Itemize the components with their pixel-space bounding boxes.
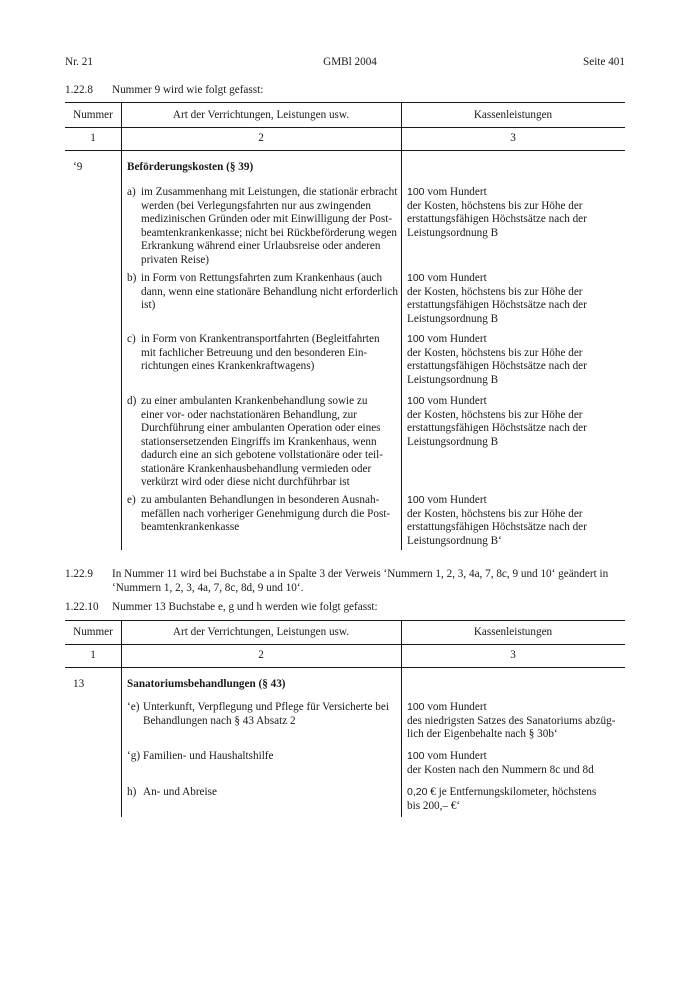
item-label: e)	[127, 494, 136, 506]
benefit-cell	[407, 494, 622, 548]
column-index-1: 1	[90, 649, 96, 661]
item-line: beamtenkrankenkasse	[141, 521, 240, 533]
item-line: verkürzt wird oder diese nicht durchführbar ist	[141, 476, 350, 488]
column-header-number: Nummer	[73, 626, 113, 638]
list-item	[127, 750, 399, 764]
benefit-line: erstattungsfähigen Höchstsätze nach der	[407, 422, 587, 434]
header-journal: GMBl 2004	[323, 56, 377, 68]
benefit-value: 0,20	[407, 786, 428, 798]
section-number: 1.22.10	[65, 601, 99, 613]
item-label: b)	[127, 272, 137, 284]
benefit-line: erstattungsfähigen Höchstsätze nach der	[407, 299, 587, 311]
benefit-cell	[407, 701, 622, 742]
benefit-value: 100	[407, 186, 425, 198]
benefit-value: 100	[407, 750, 425, 762]
benefit-line: der Kosten, höchstens bis zur Höhe der	[407, 507, 583, 520]
item-line: stationsersetzenden Eingriffs im Krankenhaus, wenn	[141, 435, 377, 448]
benefit-line: bis 200,– €‘	[407, 799, 461, 812]
benefit-cell	[407, 750, 622, 777]
benefit-unit: vom Hundert	[424, 750, 487, 762]
list-item	[127, 272, 399, 313]
item-label: h)	[127, 786, 137, 798]
item-line: privaten Reise)	[141, 253, 210, 266]
item-line: richtungen eines Krankenkraftwagens)	[141, 360, 315, 372]
benefit-line: Leistungsordnung B	[407, 435, 499, 448]
benefit-line: der Kosten, höchstens bis zur Höhe der	[407, 408, 583, 421]
benefit-unit: vom Hundert	[424, 333, 487, 345]
column-index-3: 3	[510, 649, 516, 661]
item-label: ‘g)	[127, 750, 141, 762]
item-line: dann, wenn eine stationäre Behandlung nicht erforderlich	[141, 285, 398, 298]
benefit-line: erstattungsfähigen Höchstsätze nach der	[407, 360, 587, 372]
column-index-2: 2	[258, 132, 264, 144]
benefit-value: 100	[407, 333, 425, 345]
column-index-3: 3	[510, 132, 516, 144]
item-label: a)	[127, 186, 136, 198]
item-label: c)	[127, 333, 136, 345]
section-number: 1.22.8	[65, 84, 93, 96]
item-line: stationäre Krankenhausbehandlung vermieden oder	[141, 462, 372, 475]
column-header-benefits: Kassenleistungen	[473, 109, 553, 121]
list-item	[127, 395, 399, 490]
list-item	[127, 786, 399, 800]
list-item	[127, 186, 399, 267]
benefit-line: erstattungsfähigen Höchstsätze nach der	[407, 521, 587, 533]
list-item	[127, 494, 399, 535]
benefit-value: 100	[407, 395, 425, 407]
benefit-cell	[407, 395, 622, 449]
benefit-line: der Kosten, höchstens bis zur Höhe der	[407, 346, 583, 359]
benefit-line: der Kosten nach den Nummern 8c und 8d	[407, 763, 594, 776]
column-header-number: Nummer	[73, 109, 113, 121]
benefit-line: Leistungsordnung B	[407, 373, 499, 386]
item-line: mit fachlicher Betreuung und den besonderen Ein-	[141, 346, 368, 359]
item-line: Erkrankung während einer Urlaubsreise oder anderen	[141, 240, 381, 252]
column-header-type: Art der Verrichtungen, Leistungen usw.	[172, 109, 350, 121]
list-item	[127, 701, 399, 728]
benefit-line: Leistungsordnung B‘	[407, 534, 502, 547]
row-title: Sanatoriumsbehandlungen (§ 43)	[127, 678, 286, 690]
item-line: Unterkunft, Verpflegung und Pflege für Versicherte bei	[143, 701, 389, 713]
item-line: zu ambulanten Behandlungen in besonderen Ausnah-	[141, 494, 380, 506]
benefit-line: Leistungsordnung B	[407, 226, 499, 239]
benefit-cell	[407, 786, 622, 813]
item-line: Familien- und Haushaltshilfe	[143, 750, 274, 762]
section-text: Nummer 9 wird wie folgt gefasst:	[112, 84, 264, 96]
item-line: einer vor- oder nachstationären Behandlung, zur	[141, 408, 357, 421]
header-issue-number: Nr. 21	[65, 56, 93, 68]
benefit-unit: vom Hundert	[424, 395, 487, 407]
row-number: 13	[73, 678, 85, 690]
item-label: d)	[127, 395, 137, 407]
item-line: zu einer ambulanten Krankenbehandlung sowie zu	[141, 395, 368, 407]
list-item	[127, 333, 399, 374]
benefit-unit: vom Hundert	[424, 494, 487, 506]
benefit-cell	[407, 333, 622, 387]
benefit-value: 100	[407, 701, 425, 713]
benefit-line: der Kosten, höchstens bis zur Höhe der	[407, 199, 583, 212]
benefit-cell	[407, 272, 622, 326]
section-text-continued: ‘Nummern 1, 2, 3, 4a, 7, 8c, 8d, 9 und 10‘.	[112, 582, 304, 594]
item-label: ‘e)	[127, 701, 140, 713]
column-index-2: 2	[258, 649, 264, 661]
benefit-unit: vom Hundert	[424, 701, 487, 713]
item-line: in Form von Rettungsfahrten zum Krankenhaus (auch	[141, 272, 383, 284]
benefit-cell	[407, 186, 622, 240]
benefit-line: erstattungsfähigen Höchstsätze nach der	[407, 213, 587, 225]
benefit-unit: € je Entfernungskilometer, höchstens	[427, 786, 597, 798]
row-title: Beförderungskosten (§ 39)	[127, 161, 254, 173]
item-line: dadurch eine an sich gebotene vollstationäre oder teil-	[141, 449, 383, 461]
item-line: werden (bei Verlegungsfahrten nur aus zwingenden	[141, 199, 371, 212]
item-line: An- und Abreise	[143, 786, 217, 798]
item-line: in Form von Krankentransportfahrten (Begleitfahrten	[141, 333, 380, 345]
item-line: Behandlungen nach § 43 Absatz 2	[143, 714, 296, 727]
benefit-line: des niedrigsten Satzes des Sanatoriums abzüg-	[407, 714, 616, 727]
section-text: In Nummer 11 wird bei Buchstabe a in Spalte 3 der Verweis ‘Nummern 1, 2, 3, 4a, 7, 8c, 9 und 10‘ geändert in	[112, 568, 609, 580]
item-line: ist)	[141, 299, 156, 311]
benefit-line: der Kosten, höchstens bis zur Höhe der	[407, 285, 583, 298]
item-line: im Zusammenhang mit Leistungen, die stationär erbracht	[141, 186, 398, 198]
column-header-type: Art der Verrichtungen, Leistungen usw.	[172, 626, 350, 638]
item-line: mefällen nach vorheriger Genehmigung durch die Post-	[141, 507, 391, 520]
benefit-unit: vom Hundert	[424, 272, 487, 284]
benefit-value: 100	[407, 494, 425, 506]
column-index-1: 1	[90, 132, 96, 144]
section-number: 1.22.9	[65, 568, 93, 580]
header-page-number: Seite 401	[583, 56, 625, 68]
benefit-line: Leistungsordnung B	[407, 312, 499, 325]
benefit-unit: vom Hundert	[424, 186, 487, 198]
item-line: Durchführung einer ambulanten Operation oder eines	[141, 422, 381, 434]
row-number: ‘9	[73, 161, 83, 173]
benefit-line: lich der Eigenbehalte nach § 30b‘	[407, 728, 558, 740]
item-line: beamtenkrankenkasse; nicht bei Rückbeförderung wegen	[141, 226, 397, 239]
column-header-benefits: Kassenleistungen	[473, 626, 553, 638]
benefit-value: 100	[407, 272, 425, 284]
section-text: Nummer 13 Buchstabe e, g und h werden wie folgt gefasst:	[112, 601, 378, 613]
item-line: medizinischen Gründen oder mit Einwilligung der Post-	[141, 213, 393, 225]
